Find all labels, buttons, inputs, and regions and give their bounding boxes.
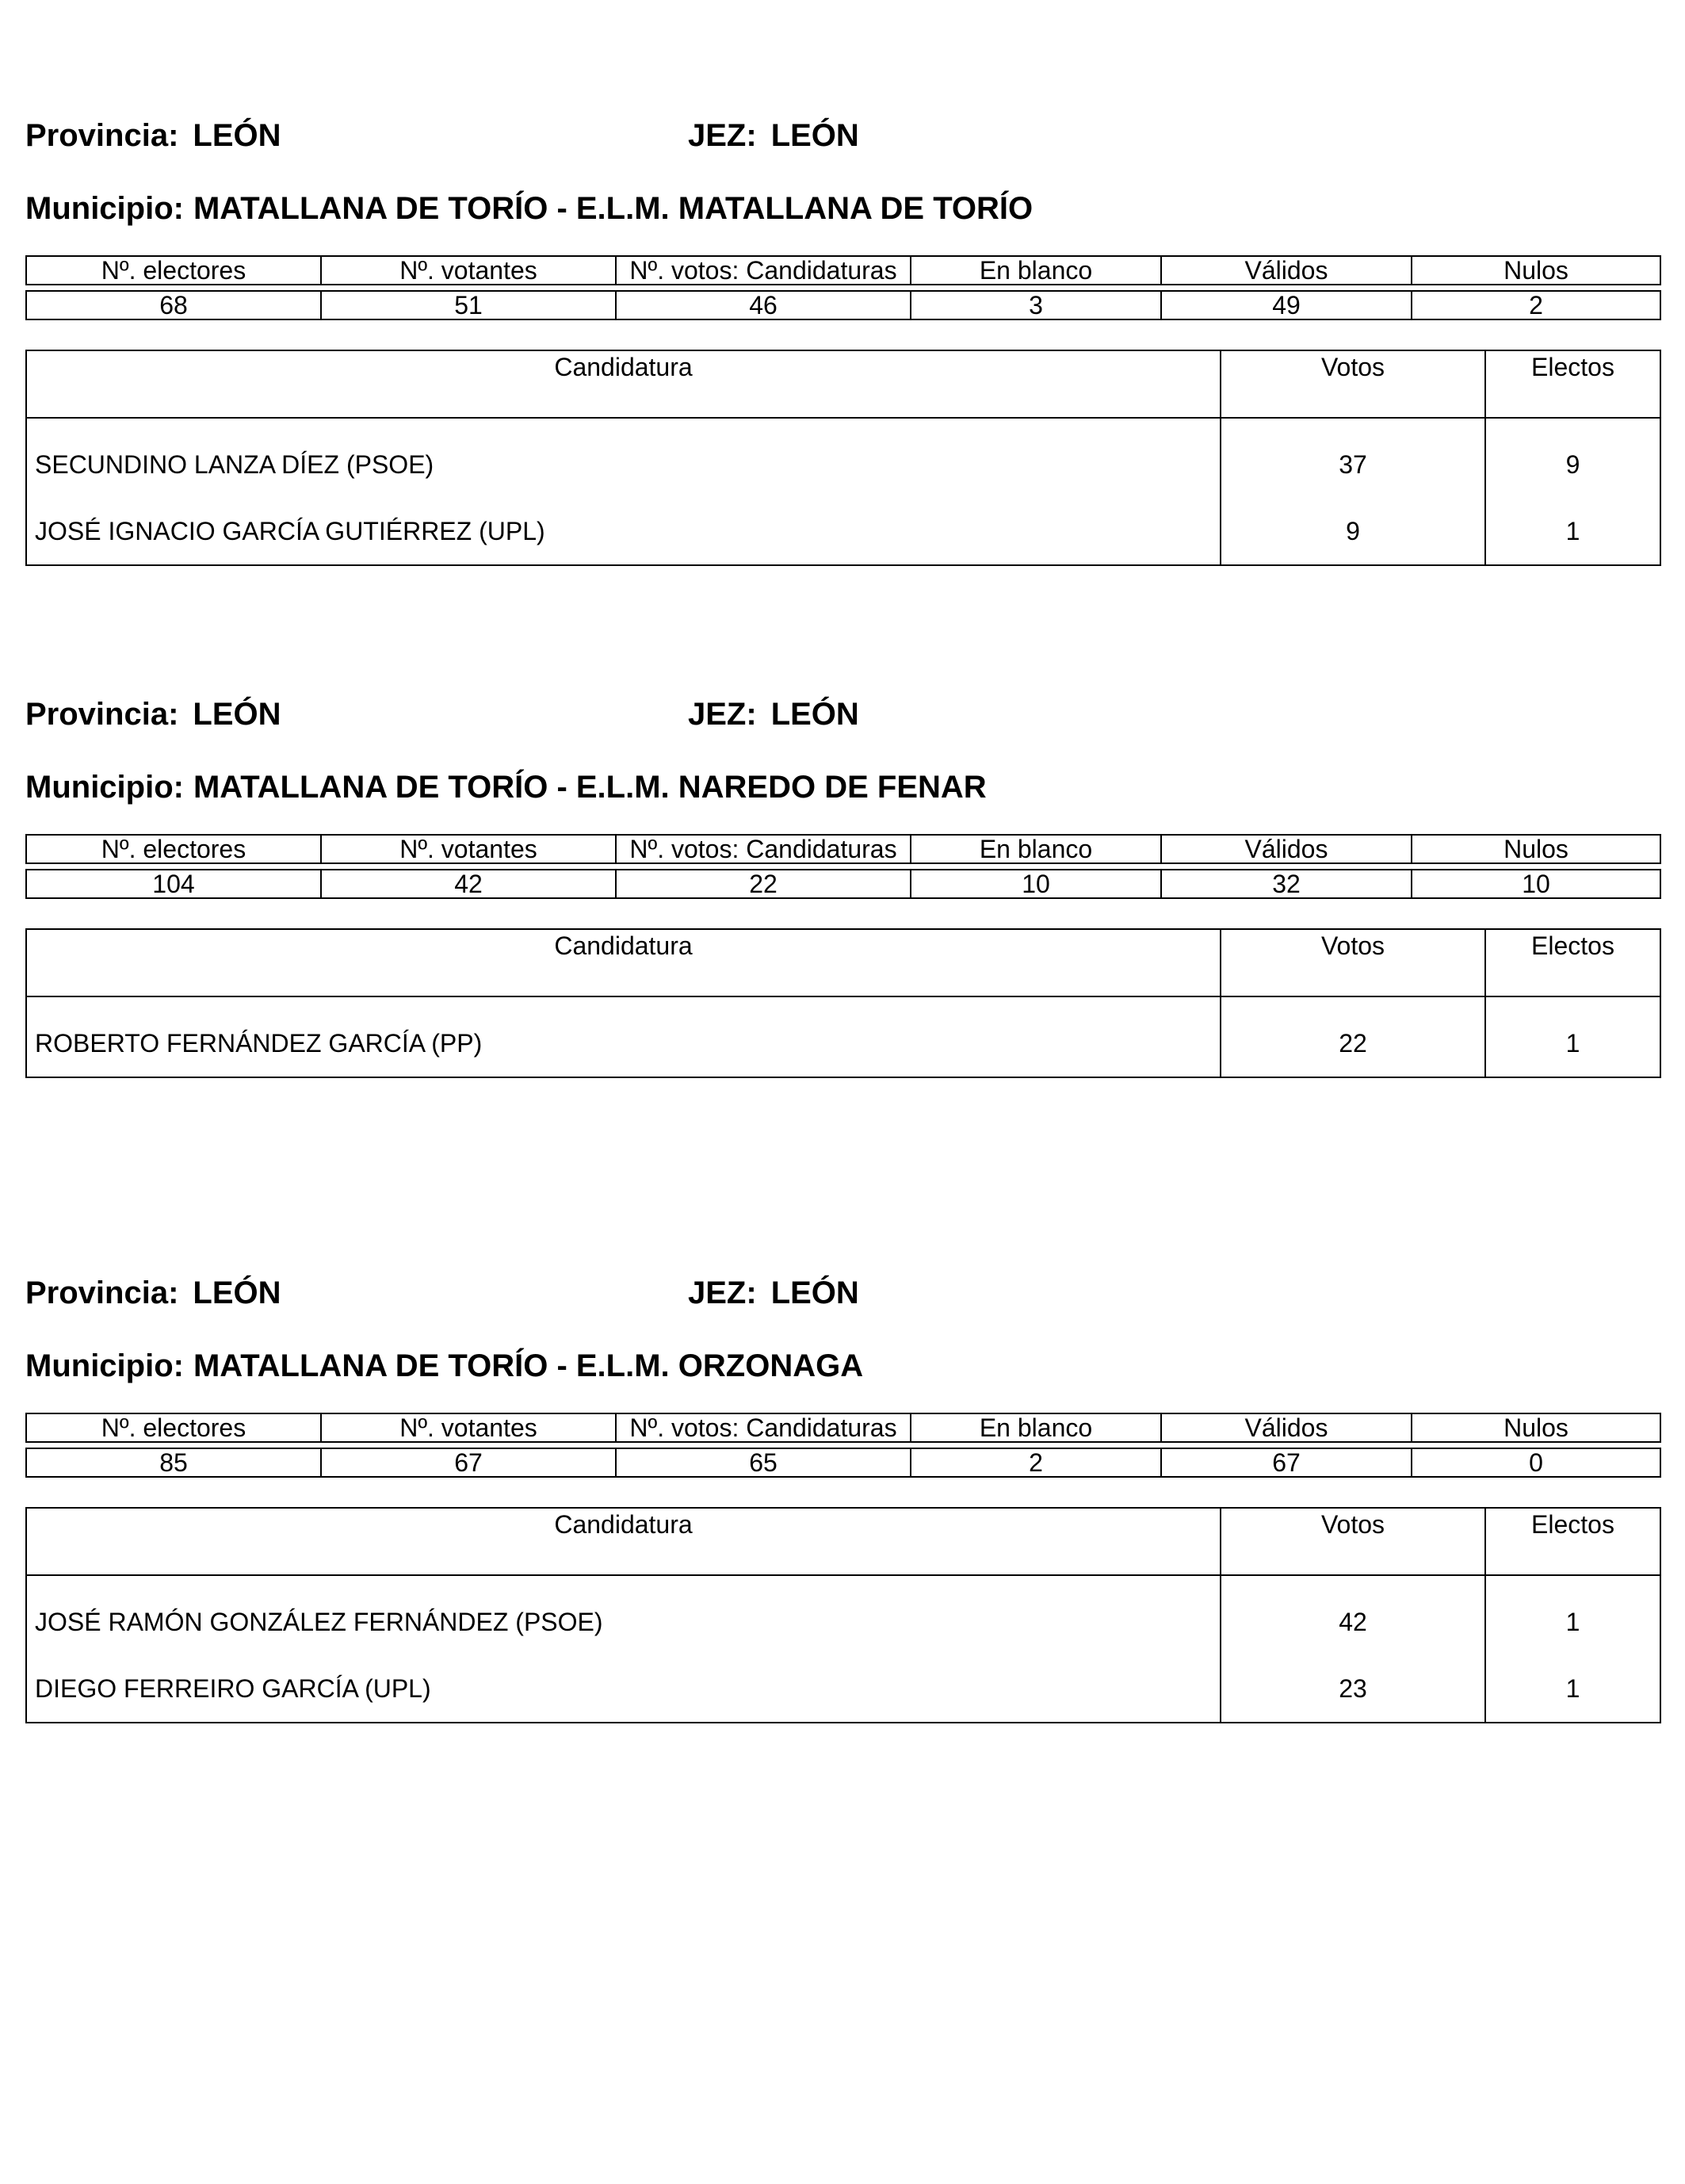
summary-header: Válidos: [1161, 835, 1412, 863]
candidate-name: ROBERTO FERNÁNDEZ GARCÍA (PP): [26, 996, 1221, 1077]
provincia-line: [25, 1273, 281, 1313]
summary-header: Nº. votos: Candidaturas: [616, 1413, 911, 1442]
provincia-label: Provincia:: [25, 1276, 179, 1310]
jez-line: [688, 1273, 859, 1313]
summary-value: 42: [321, 870, 616, 898]
provincia-label: Provincia:: [25, 118, 179, 153]
summary-header: Nulos: [1412, 1413, 1660, 1442]
summary-header: Válidos: [1161, 1413, 1412, 1442]
municipio-value: MATALLANA DE TORÍO - E.L.M. NAREDO DE FENAR: [193, 770, 987, 805]
candidates-header-row: [26, 929, 1660, 996]
candidate-electos: 1: [1485, 996, 1660, 1077]
candidate-electos: 9: [1485, 418, 1660, 498]
municipio-label: Municipio:: [25, 191, 184, 226]
municipio-line: [25, 767, 987, 807]
summary-header: Nulos: [1412, 256, 1660, 285]
jez-label: JEZ:: [688, 697, 757, 732]
summary-value: 2: [911, 1448, 1161, 1477]
provincia-line: [25, 694, 281, 734]
summary-value: 10: [911, 870, 1161, 898]
candidates-table: [25, 350, 1661, 566]
summary-value-row: [26, 870, 1660, 898]
candidates-header-row: [26, 350, 1660, 418]
summary-value: 49: [1161, 291, 1412, 319]
summary-value-row: [26, 291, 1660, 319]
summary-value: 32: [1161, 870, 1412, 898]
votos-header: Votos: [1221, 929, 1485, 996]
provincia-value: LEÓN: [193, 118, 281, 153]
table-row: [26, 1655, 1660, 1723]
jez-label: JEZ:: [688, 118, 757, 153]
municipio-value: MATALLANA DE TORÍO - E.L.M. ORZONAGA: [193, 1348, 864, 1383]
summary-value: 104: [26, 870, 321, 898]
summary-value: 3: [911, 291, 1161, 319]
summary-value: 85: [26, 1448, 321, 1477]
candidate-electos: 1: [1485, 1575, 1660, 1655]
provincia-value: LEÓN: [193, 1276, 281, 1310]
candidate-votos: 42: [1221, 1575, 1485, 1655]
summary-value: 10: [1412, 870, 1660, 898]
jez-value: LEÓN: [770, 1276, 859, 1310]
summary-header-row: [26, 835, 1660, 863]
municipio-line: [25, 1346, 863, 1386]
jez-line: [688, 116, 859, 155]
summary-value: 51: [321, 291, 616, 319]
summary-value: 68: [26, 291, 321, 319]
summary-header: Nº. votantes: [321, 835, 616, 863]
summary-header: En blanco: [911, 256, 1161, 285]
summary-header: Válidos: [1161, 256, 1412, 285]
table-row: [26, 418, 1660, 498]
summary-value: 0: [1412, 1448, 1660, 1477]
candidate-electos: 1: [1485, 498, 1660, 565]
summary-header: Nº. electores: [26, 1413, 321, 1442]
candidate-electos: 1: [1485, 1655, 1660, 1723]
summary-value: 2: [1412, 291, 1660, 319]
jez-value: LEÓN: [770, 697, 859, 732]
municipio-line: [25, 189, 1033, 228]
electos-header: Electos: [1485, 1508, 1660, 1575]
municipio-label: Municipio:: [25, 1348, 184, 1383]
summary-header: Nulos: [1412, 835, 1660, 863]
summary-table: [25, 255, 1661, 320]
summary-header: Nº. votantes: [321, 256, 616, 285]
candidates-table: [25, 1507, 1661, 1723]
municipio-value: MATALLANA DE TORÍO - E.L.M. MATALLANA DE TORÍO: [193, 191, 1034, 226]
summary-value-row: [26, 1448, 1660, 1477]
electos-header: Electos: [1485, 929, 1660, 996]
summary-header: Nº. votos: Candidaturas: [616, 835, 911, 863]
summary-value: 67: [1161, 1448, 1412, 1477]
candidate-votos: 22: [1221, 996, 1485, 1077]
summary-value: 65: [616, 1448, 911, 1477]
table-row: [26, 996, 1660, 1077]
summary-header-row: [26, 256, 1660, 285]
summary-value: 67: [321, 1448, 616, 1477]
table-row: [26, 498, 1660, 565]
summary-value: 46: [616, 291, 911, 319]
provincia-value: LEÓN: [193, 697, 281, 732]
jez-line: [688, 694, 859, 734]
candidates-table: [25, 928, 1661, 1078]
summary-header: Nº. electores: [26, 256, 321, 285]
summary-header: Nº. votos: Candidaturas: [616, 256, 911, 285]
jez-value: LEÓN: [770, 118, 859, 153]
votos-header: Votos: [1221, 350, 1485, 418]
table-row: [26, 1575, 1660, 1655]
provincia-line: [25, 116, 281, 155]
electos-header: Electos: [1485, 350, 1660, 418]
summary-table: [25, 1413, 1661, 1478]
candidate-name: DIEGO FERREIRO GARCÍA (UPL): [26, 1655, 1221, 1723]
candidate-name: SECUNDINO LANZA DÍEZ (PSOE): [26, 418, 1221, 498]
summary-header-row: [26, 1413, 1660, 1442]
candidatura-header: Candidatura: [26, 1508, 1221, 1575]
jez-label: JEZ:: [688, 1276, 757, 1310]
summary-table: [25, 834, 1661, 899]
candidate-name: JOSÉ IGNACIO GARCÍA GUTIÉRREZ (UPL): [26, 498, 1221, 565]
summary-header: Nº. votantes: [321, 1413, 616, 1442]
summary-header: En blanco: [911, 1413, 1161, 1442]
votos-header: Votos: [1221, 1508, 1485, 1575]
candidatura-header: Candidatura: [26, 929, 1221, 996]
candidates-header-row: [26, 1508, 1660, 1575]
provincia-label: Provincia:: [25, 697, 179, 732]
summary-header: En blanco: [911, 835, 1161, 863]
candidate-votos: 9: [1221, 498, 1485, 565]
candidatura-header: Candidatura: [26, 350, 1221, 418]
municipio-label: Municipio:: [25, 770, 184, 805]
summary-header: Nº. electores: [26, 835, 321, 863]
candidate-votos: 37: [1221, 418, 1485, 498]
summary-value: 22: [616, 870, 911, 898]
candidate-name: JOSÉ RAMÓN GONZÁLEZ FERNÁNDEZ (PSOE): [26, 1575, 1221, 1655]
candidate-votos: 23: [1221, 1655, 1485, 1723]
